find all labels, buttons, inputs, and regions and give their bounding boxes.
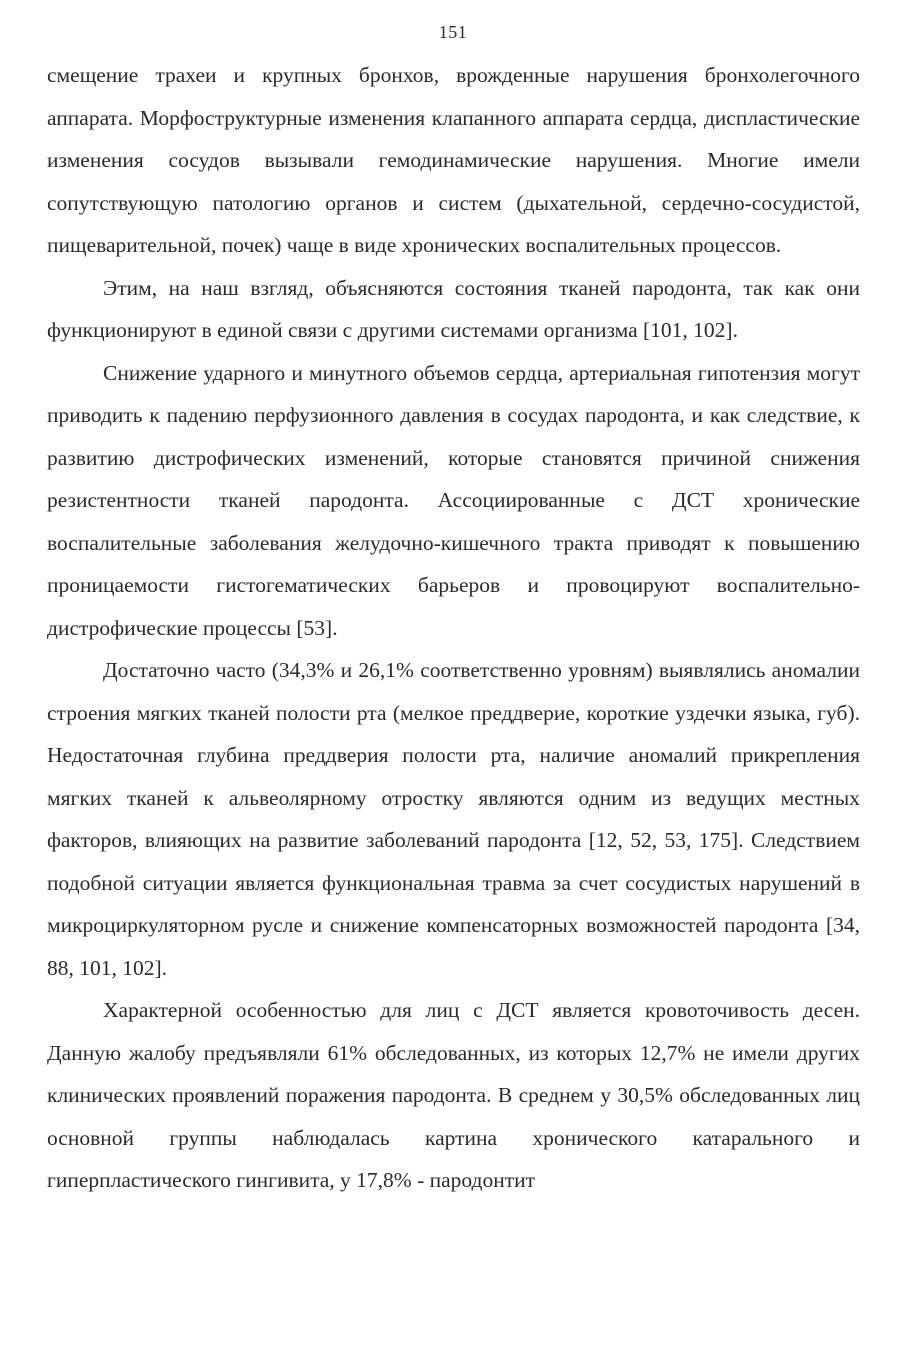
paragraph-2: Этим, на наш взгляд, объясняются состояния тканей пародонта, так как они функционируют в единой связи с другими системами организма [101, 102]. [47, 275, 860, 342]
paragraph-5: Характерной особенностью для лиц с ДСТ является кровоточивость десен. Данную жалобу предъявляли 61% обследованных, из которых 12,7% не имели других клинических проявлений поражения пародонта. В среднем у 30,5% обследованных лиц основной группы наблюдалась картина хронического катарального и гиперпластического гингивита, у 17,8% - пародонтит [47, 998, 860, 1192]
paragraph-3: Снижение ударного и минутного объемов сердца, артериальная гипотензия могут приводить к падению перфузионного давления в сосудах пародонта, и как следствие, к развитию дистрофических изменений, которые становятся причиной снижения резистентности тканей пародонта. Ассоциированные с ДСТ хронические воспалительные заболевания желудочно-кишечного тракта приводят к повышению проницаемости гистогематических барьеров и провоцируют воспалительно-дистрофические процессы [53]. [47, 360, 860, 640]
page-number: 151 [438, 22, 468, 42]
paragraph-1: смещение трахеи и крупных бронхов, врожденные нарушения бронхолегочного аппарата. Морфоструктурные изменения клапанного аппарата сердца, диспластические изменения сосудов вызывали гемодинамические нарушения. Многие имели сопутствующую патологию органов и систем (дыхательной, сердечно-сосудистой, пищеварительной, почек) чаще в виде хронических воспалительных процессов. [47, 63, 860, 257]
body-text [47, 54, 860, 1202]
paragraph-4: Достаточно часто (34,3% и 26,1% соответственно уровням) выявлялись аномалии строения мягких тканей полости рта (мелкое преддверие, короткие уздечки языка, губ). Недостаточная глубина преддверия полости рта, наличие аномалий прикрепления мягких тканей к альвеолярному отростку являются одним из ведущих местных факторов, влияющих на развитие заболеваний пародонта [12, 52, 53, 175]. Следствием подобной ситуации является функциональная травма за счет сосудистых нарушений в микроциркуляторном русле и снижение компенсаторных возможностей пародонта [34, 88, 101, 102]. [47, 658, 860, 980]
